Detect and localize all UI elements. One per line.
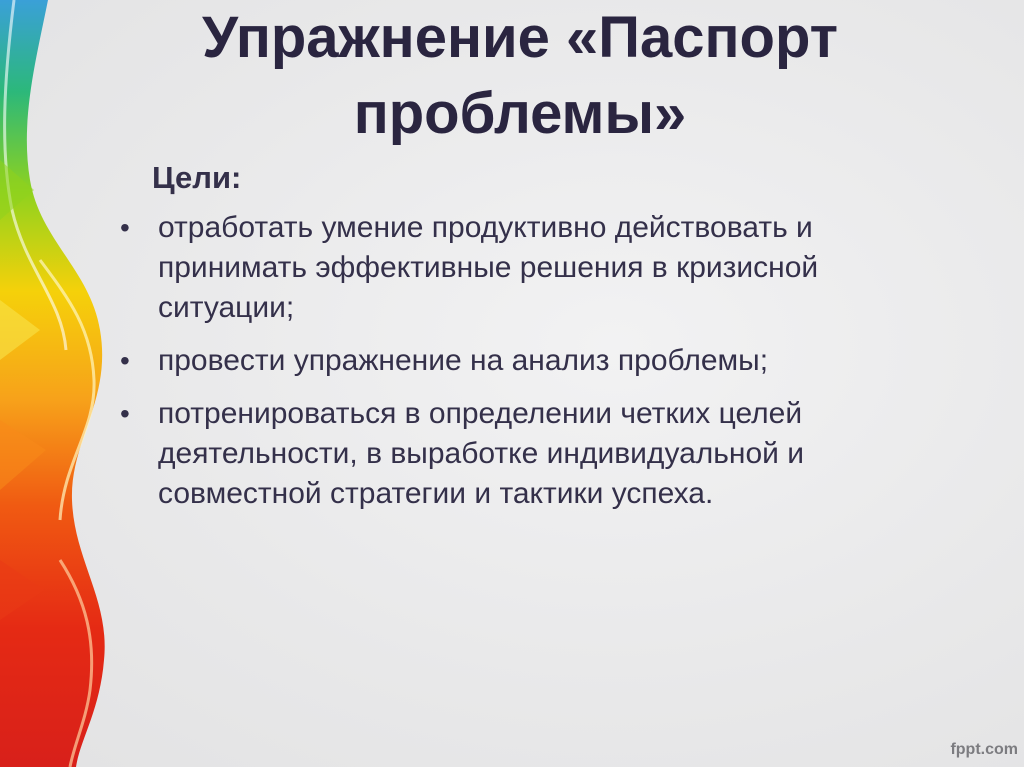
- slide-title: [100, 0, 940, 152]
- list-item: [116, 208, 926, 328]
- list-item-text: отработать умение продуктивно действовать и принимать эффективные решения в кризисной ситуации;: [158, 211, 819, 324]
- list-item-text: потренироваться в определении четких целей деятельности, в выработке индивидуальной и совместной стратегии и тактики успеха.: [158, 397, 805, 510]
- bullet-icon: •: [120, 212, 130, 243]
- list-item-text: провести упражнение на анализ проблемы;: [158, 344, 769, 377]
- watermark: fppt.com: [950, 741, 1018, 758]
- list-item: [116, 394, 926, 514]
- title-line-1: Упражнение «Паспорт: [201, 5, 839, 70]
- bullet-icon: •: [120, 398, 130, 429]
- title-line-2: проблемы»: [353, 81, 687, 146]
- goals-label: Цели:: [152, 160, 242, 195]
- list-item: [116, 341, 926, 381]
- bullet-icon: •: [120, 345, 130, 376]
- goals-list: [116, 208, 926, 527]
